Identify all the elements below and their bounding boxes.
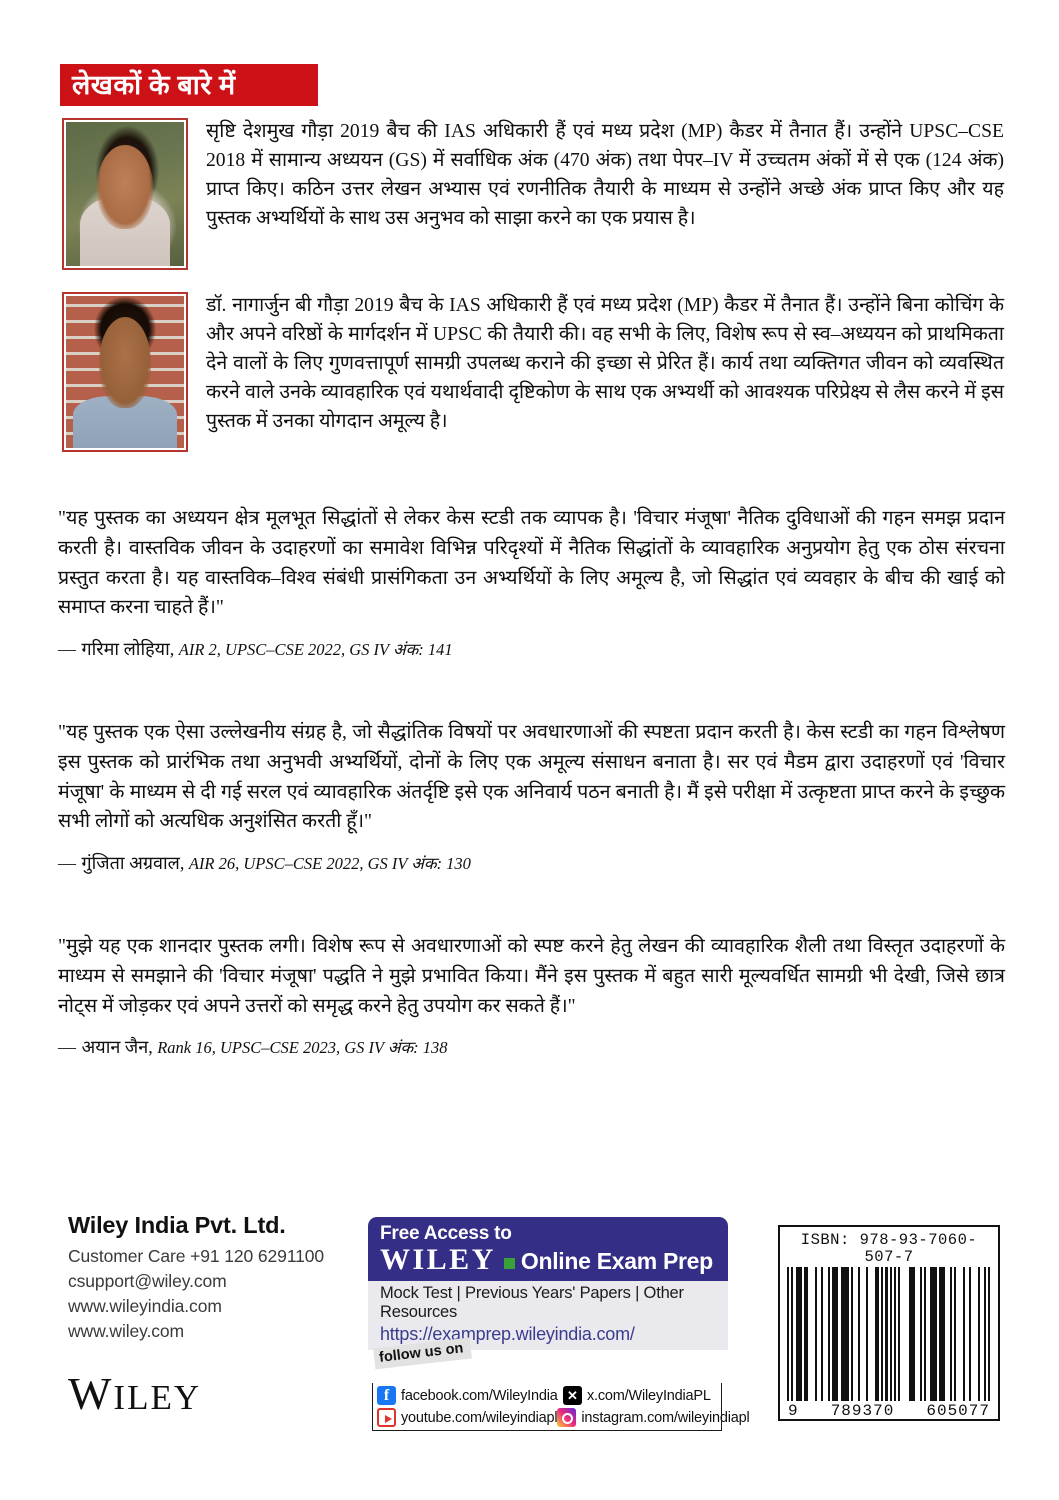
- attribution-meta-3: Rank 16, UPSC–CSE 2023, GS IV अंक: 138: [157, 1038, 448, 1058]
- testimonial-text-2: "यह पुस्तक एक ऐसा उल्लेखनीय संग्रह है, जो सैद्धांतिक विषयों पर अवधारणाओं की स्पष्टता प्रदान करती है। केस स्टडी का गहन विश्लेषण इस पुस्तक को प्रारंभिक तथा अनुभवी अभ्यर्थियों, दोनों के लिए एक अमूल्य संसाधन बनाता है। सर एवं मैडम द्वारा उदाहरणों एवं 'विचार मंजूषा' के माध्यम से दी गई सरल एवं व्यावहारिक अंतर्दृष्टि इसे एक अनिवार्य पठन बनाती है। मैं इसे परीक्षा में उत्कृष्टता प्राप्त करने के इच्छुक सभी लोगों को अत्यधिक अनुशंसित करती हूँ।": [58, 722, 1005, 833]
- follow-us-label: follow us on: [373, 1338, 471, 1370]
- exam-prep-url[interactable]: https://examprep.wileyindia.com/: [368, 1324, 728, 1350]
- publisher-name: Wiley India Pvt. Ltd.: [68, 1212, 286, 1238]
- testimonial-attribution-1: [58, 637, 1005, 661]
- social-link-instagram[interactable]: [557, 1408, 749, 1427]
- author-photo-frame-1: [62, 118, 188, 270]
- green-square-icon: [504, 1258, 515, 1269]
- facebook-icon: f: [377, 1386, 396, 1405]
- barcode-digit-left: 9: [788, 1402, 799, 1421]
- exam-prep-free-access-label: Free Access to: [380, 1223, 512, 1244]
- social-row-2: [377, 1408, 750, 1427]
- social-link-facebook[interactable]: [377, 1386, 563, 1405]
- attribution-person-2: गुंजिता अग्रवाल,: [81, 853, 185, 874]
- author-photo-1: [66, 122, 184, 266]
- exam-prep-product-name: Online Exam Prep: [520, 1247, 713, 1274]
- exam-prep-panel[interactable]: [368, 1217, 728, 1350]
- exam-prep-banner: [368, 1217, 728, 1281]
- wiley-logo-initial: W: [68, 1368, 114, 1419]
- publisher-website-india[interactable]: www.wileyindia.com: [68, 1295, 222, 1316]
- barcode-bars: [787, 1267, 991, 1401]
- social-link-x[interactable]: [563, 1386, 711, 1405]
- wiley-logo: [68, 1367, 201, 1420]
- testimonial-text-1: "यह पुस्तक का अध्ययन क्षेत्र मूलभूत सिद्धांतों से लेकर केस स्टडी तक व्यापक है। 'विचार मंजूषा' नैतिक दुविधाओं की गहन समझ प्रदान करती है। वास्तविक जीवन के उदाहरणों का समावेश विभिन्न परिदृश्यों में नैतिक सिद्धांतों के व्यावहारिक अनुप्रयोग हेतु एक ठोस संरचना प्रस्तुत करता है। यह वास्तविक–विश्व संबंधी प्रासंगिकता उन अभ्यर्थियों के लिए अमूल्य है, जो सिद्धांत एवं व्यवहार के बीच की खाई को समाप्त करना चाहते हैं।": [58, 508, 1005, 619]
- publisher-website-global[interactable]: www.wiley.com: [68, 1320, 185, 1341]
- section-header-band: [60, 64, 318, 106]
- attribution-person-3: अयान जैन,: [81, 1037, 153, 1058]
- instagram-icon: [557, 1408, 576, 1427]
- footer: [0, 1195, 1059, 1500]
- facebook-label: facebook.com/WileyIndia: [401, 1387, 558, 1404]
- exam-prep-features: Mock Test | Previous Years' Papers | Other Resources: [368, 1281, 728, 1324]
- youtube-icon: [377, 1408, 396, 1427]
- testimonial-2: [58, 718, 1005, 875]
- isbn-barcode-box: [778, 1225, 1000, 1421]
- attribution-dash-3: —: [58, 1037, 77, 1058]
- publisher-customer-care: Customer Care +91 120 6291100: [68, 1246, 325, 1266]
- testimonial-attribution-3: [58, 1035, 1005, 1059]
- social-link-youtube[interactable]: [377, 1408, 557, 1427]
- barcode-digit-right: 605077: [926, 1402, 990, 1421]
- barcode-digits: [787, 1402, 991, 1420]
- publisher-block: [68, 1212, 324, 1343]
- author-block-1: [62, 118, 1004, 270]
- publisher-email[interactable]: csupport@wiley.com: [68, 1270, 227, 1291]
- isbn-number: ISBN: 978-93-7060-507-7: [800, 1231, 978, 1267]
- youtube-label: youtube.com/wileyindiapl: [401, 1409, 558, 1426]
- page-title: लेखकों के बारे में: [72, 69, 236, 100]
- x-twitter-icon: ✕: [563, 1386, 582, 1405]
- testimonial-1: [58, 504, 1005, 661]
- attribution-person-1: गरिमा लोहिया,: [81, 639, 175, 660]
- barcode-digit-mid: 789370: [830, 1402, 895, 1421]
- author-photo-frame-2: [62, 292, 188, 452]
- testimonial-text-3: "मुझे यह एक शानदार पुस्तक लगी। विशेष रूप से अवधारणाओं को स्पष्ट करने हेतु लेखन की व्यावहारिक शैली तथा विस्तृत उदाहरणों के माध्यम से समझाने की 'विचार मंजूषा' पद्धति ने मुझे प्रभावित किया। मैंने इस पुस्तक में बहुत सारी मूल्यवर्धित सामग्री भी देखी, जिसे छात्र नोट्स में जोड़कर एवं अपने उत्तरों को समृद्ध करने हेतु उपयोग कर सकते हैं।": [58, 936, 1005, 1017]
- attribution-meta-2: AIR 26, UPSC–CSE 2022, GS IV अंक: 130: [188, 854, 471, 874]
- social-links-box: [372, 1383, 750, 1431]
- testimonial-attribution-2: [58, 851, 1005, 875]
- author-block-2: [62, 292, 1004, 452]
- attribution-dash-2: —: [58, 853, 77, 874]
- wiley-logo-rest: ILEY: [113, 1378, 202, 1417]
- author-bio-1: सृष्टि देशमुख गौड़ा 2019 बैच की IAS अधिकारी हैं एवं मध्य प्रदेश (MP) कैडर में तैनात हैं। उन्होंने UPSC–CSE 2018 में सामान्य अध्ययन (GS) में सर्वाधिक अंक (470 अंक) तथा पेपर–IV में उच्चतम अंकों में से एक (124 अंक) प्राप्त किए। कठिन उत्तर लेखन अभ्यास एवं रणनीतिक तैयारी के माध्यम से उन्होंने अच्छे अंक प्राप्त किए और यह पुस्तक अभ्यर्थियों के साथ उस अनुभव को साझा करने का एक प्रयास है।: [206, 121, 1004, 229]
- attribution-meta-1: AIR 2, UPSC–CSE 2022, GS IV अंक: 141: [178, 640, 453, 660]
- author-bio-2: डॉ. नागार्जुन बी गौड़ा 2019 बैच के IAS अधिकारी हैं एवं मध्य प्रदेश (MP) कैडर में तैनात हैं। उन्होंने बिना कोचिंग के और अपने वरिष्ठों के मार्गदर्शन में UPSC की तैयारी की। वह सभी के लिए, विशेष रूप से स्व–अध्ययन को प्राथमिकता देने वालों के लिए गुणवत्तापूर्ण सामग्री उपलब्ध कराने की इच्छा से प्रेरित हैं। कार्य तथा व्यक्तिगत जीवन को व्यवस्थित करने वाले उनके व्यावहारिक एवं यथार्थवादी दृष्टिकोण के साथ एक अभ्यर्थी को आवश्यक परिप्रेक्ष्य से लैस करने में इस पुस्तक में उनका योगदान अमूल्य है।: [206, 295, 1004, 432]
- testimonial-3: [58, 932, 1005, 1059]
- social-row-1: [377, 1386, 717, 1405]
- exam-prep-brand-row: [380, 1242, 718, 1276]
- exam-prep-wiley-wordmark: WILEY: [380, 1242, 496, 1276]
- instagram-label: instagram.com/wileyindiapl: [581, 1409, 750, 1426]
- attribution-dash-1: —: [58, 639, 77, 660]
- author-photo-2: [66, 296, 184, 448]
- x-twitter-label: x.com/WileyIndiaPL: [587, 1387, 711, 1404]
